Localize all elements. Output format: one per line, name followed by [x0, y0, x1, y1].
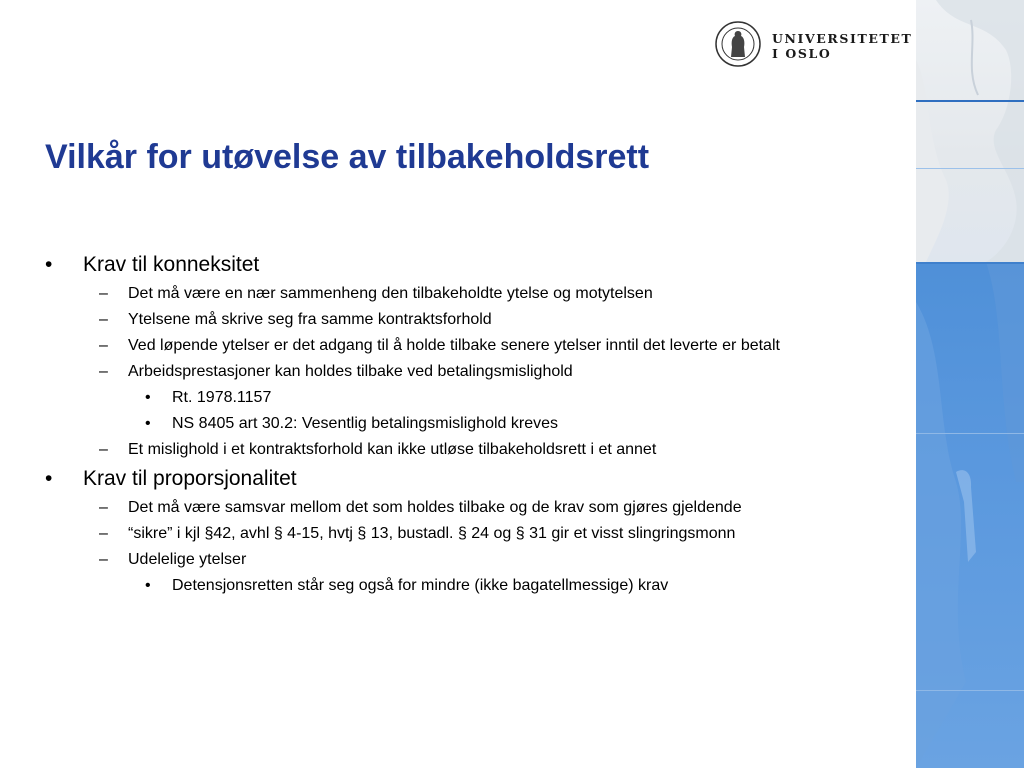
bullet-item-level-2 — [45, 310, 895, 329]
bullet-marker: – — [99, 499, 108, 516]
bullet-marker: – — [99, 285, 108, 302]
sculpture-figure-icon — [916, 0, 1024, 262]
bullet-item-level-1 — [45, 466, 895, 492]
bullet-marker: – — [99, 551, 108, 568]
bullet-text: Rt. 1978.1157 — [172, 389, 272, 406]
bullet-item-level-2 — [45, 336, 895, 355]
bullet-marker: – — [99, 363, 108, 380]
bullet-text: Krav til konneksitet — [83, 253, 260, 276]
bullet-text: Det må være samsvar mellom det som holdes tilbake og de krav som gjøres gjeldende — [128, 499, 742, 516]
university-seal-icon — [714, 20, 762, 68]
bullet-text: Et mislighold i et kontraktsforhold kan ikke utløse tilbakeholdsrett i et annet — [128, 441, 657, 458]
bullet-marker: • — [45, 253, 53, 276]
bullet-item-level-2 — [45, 498, 895, 517]
bullet-marker: • — [145, 415, 151, 432]
bullet-text: Udelelige ytelser — [128, 551, 247, 568]
bullet-marker: – — [99, 311, 108, 328]
bullet-marker: • — [145, 389, 151, 406]
bullet-text: Ved løpende ytelser er det adgang til å holde tilbake senere ytelser inntil det leverte er betalt — [128, 337, 780, 354]
side-panel-divider — [916, 168, 1024, 169]
side-panel-blue-image — [916, 262, 1024, 768]
slide-title: Vilkår for utøvelse av tilbakeholdsrett — [45, 138, 650, 176]
bullet-item-level-2 — [45, 362, 895, 381]
bullet-marker: – — [99, 337, 108, 354]
bullet-text: Det må være en nær sammenheng den tilbakeholdte ytelse og motytelsen — [128, 285, 653, 302]
bullet-marker: – — [99, 525, 108, 542]
bullet-item-level-1 — [45, 252, 895, 278]
bullet-marker: – — [99, 441, 108, 458]
side-panel-divider — [916, 100, 1024, 102]
decorative-side-panel — [916, 0, 1024, 768]
bullet-text: Krav til proporsjonalitet — [83, 467, 297, 490]
side-panel-sculpture-image — [916, 0, 1024, 262]
side-panel-divider — [916, 690, 1024, 691]
university-name-line2: I OSLO — [772, 46, 832, 61]
bullet-text: Arbeidsprestasjoner kan holdes tilbake ved betalingsmislighold — [128, 363, 573, 380]
bullet-text: NS 8405 art 30.2: Vesentlig betalingsmislighold kreves — [172, 415, 558, 432]
university-logo — [714, 20, 913, 72]
bullet-list — [45, 252, 895, 602]
university-name-line1: UNIVERSITETET — [772, 31, 913, 46]
side-panel-divider — [916, 262, 1024, 264]
bullet-marker: • — [45, 467, 53, 490]
bullet-item-level-3 — [45, 388, 895, 407]
bullet-text: Ytelsene må skrive seg fra samme kontraktsforhold — [128, 311, 492, 328]
university-name — [772, 31, 912, 61]
bullet-item-level-3 — [45, 576, 895, 595]
statue-figure-icon — [916, 262, 1024, 768]
bullet-item-level-2 — [45, 524, 895, 543]
bullet-text: Detensjonsretten står seg også for mindre (ikke bagatellmessige) krav — [172, 577, 669, 594]
bullet-item-level-2 — [45, 284, 895, 303]
bullet-item-level-3 — [45, 414, 895, 433]
bullet-item-level-2 — [45, 440, 895, 459]
bullet-text: “sikre” i kjl §42, avhl § 4-15, hvtj § 13, bustadl. § 24 og § 31 gir et visst slingringsmonn — [128, 525, 736, 542]
bullet-marker: • — [145, 577, 151, 594]
side-panel-divider — [916, 433, 1024, 434]
bullet-item-level-2 — [45, 550, 895, 569]
